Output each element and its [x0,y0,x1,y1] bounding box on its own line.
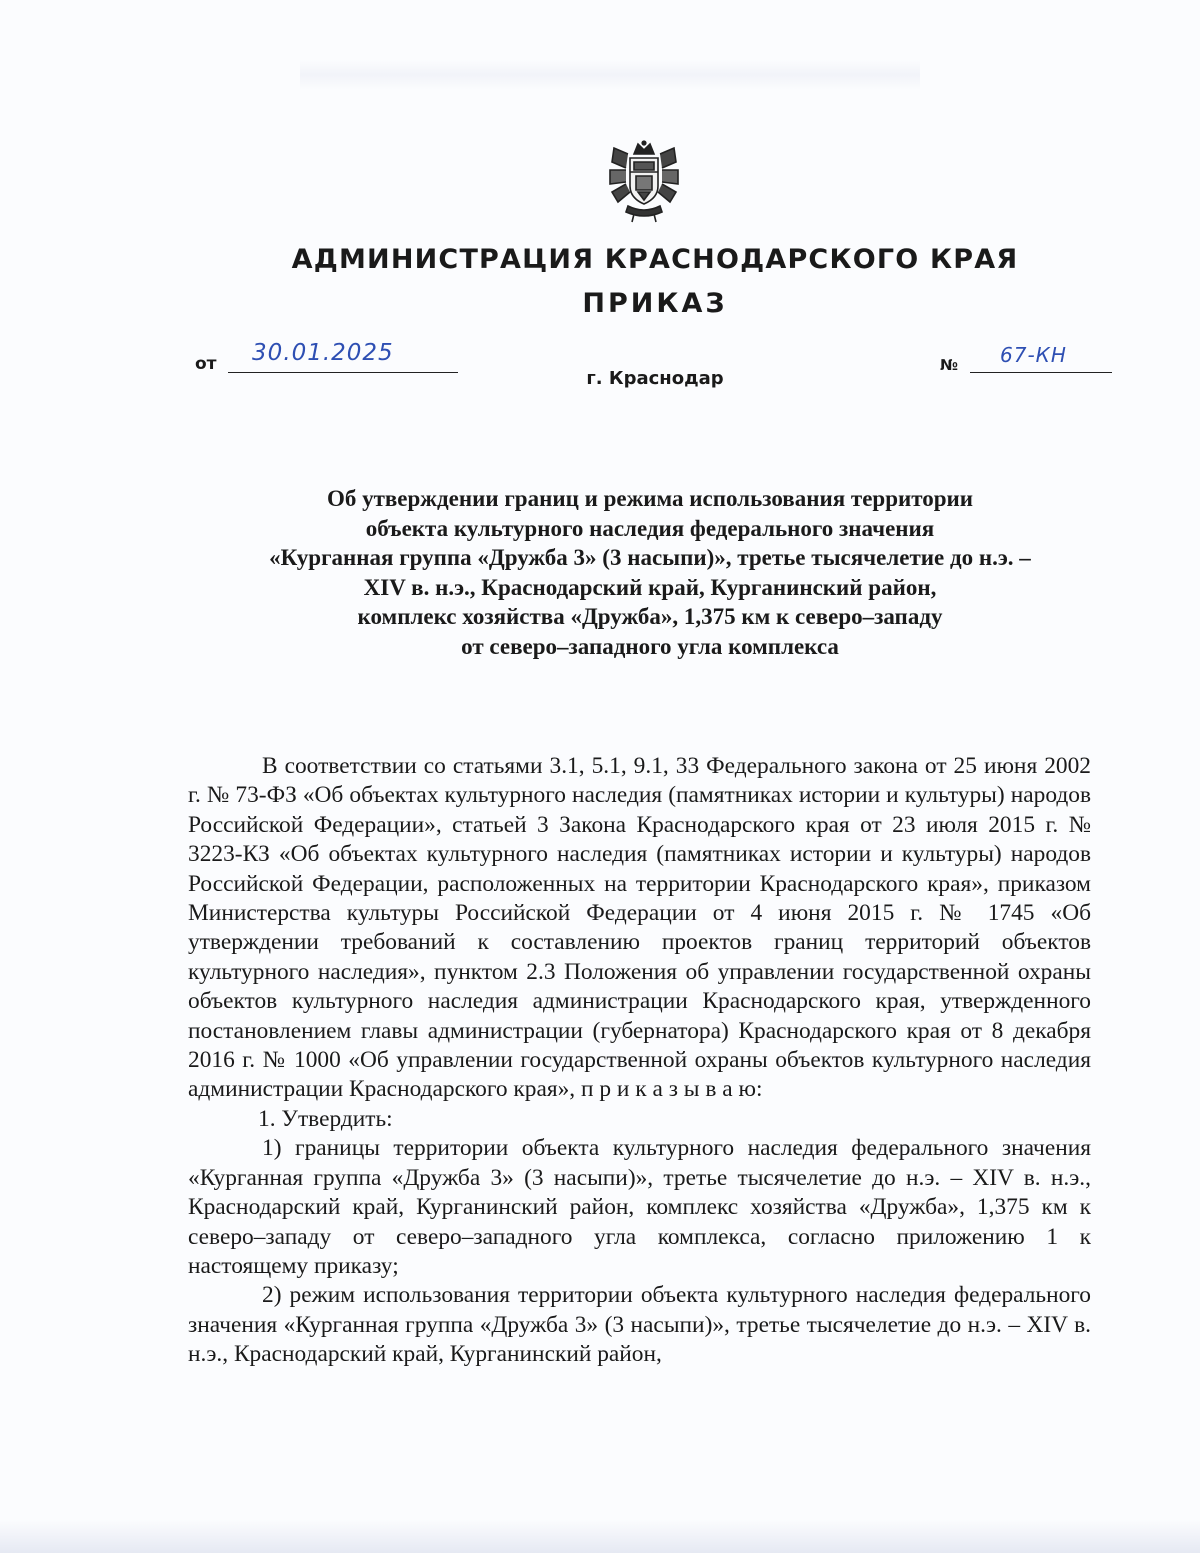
title-line: от северо–западного угла комплекса [461,633,839,659]
scan-artifact-bottom [0,1520,1200,1553]
scan-artifact-top [300,60,920,90]
number-handwritten: 67-КН [1000,343,1067,367]
document-title [150,484,1150,661]
title-line: «Курганная группа «Дружба 3» (3 насыпи)», третье тысячелетие до н.э. – [269,545,1031,570]
title-line: объекта культурного наследия федерального значения [365,515,935,541]
title-line: Об утверждении границ и режима использования территории [326,486,974,511]
number-underline [970,372,1112,373]
sub-item-1: 1) границы территории объекта культурного наследия федерального значения «Курганная группа «Дружба 3» (3 насыпи)», третье тысячелетие до н.э. – XIV в. н.э., Краснодарский край, Курганинский район, комплекс хозяйства «Дружба», 1,375 км к северо–западу от северо–западного угла комплекса, согласно приложению 1 к настоящему приказу; [188,1135,1091,1279]
date-handwritten: 30.01.2025 [252,340,394,366]
number-label: № [940,356,959,374]
document-body [188,752,1091,1370]
date-label: от [195,354,217,374]
document-type: ПРИКАЗ [582,288,728,319]
title-line: XIV в. н.э., Краснодарский край, Курганинский район, [363,574,937,600]
organization-name: АДМИНИСТРАЦИЯ КРАСНОДАРСКОГО КРАЯ [291,244,1019,275]
preamble-paragraph: В соответствии со статьями 3.1, 5.1, 9.1, 33 Федерального закона от 25 июня 2002 г. № 73-ФЗ «Об объектах культурного наследия (памятниках истории и культуры) народов Российской Федерации», статьей 3 Закона Краснодарского края от 23 июля 2015 г. № 3223-КЗ «Об объектах культурного наследия (памятниках истории и культуры) народов Российской Федерации, расположенных на территории Краснодарского края», приказом Министерства культуры Российской Федерации от 4 июня 2015 г. № 1745 «Об утверждении требований к составлению проектов границ территорий объектов культурного наследия», пунктом 2.3 Положения об управлении государственной охраны объектов культурного наследия администрации Краснодарского края, утвержденного постановлением главы администрации (губернатора) Краснодарского края от 8 декабря 2016 г. № 1000 «Об управлении государственной охраны объектов культурного наследия администрации Краснодарского края», п р и к а з ы в а ю: [188,753,1091,1103]
title-line: комплекс хозяйства «Дружба», 1,375 км к северо–западу [357,604,943,629]
item-1-heading: 1. Утвердить: [258,1105,393,1132]
sub-item-2: 2) режим использования территории объекта культурного наследия федерального значения «Курганная группа «Дружба 3» (3 насыпи)», третье тысячелетие до н.э. – XIV в. н.э., Краснодарский край, Курганинский район, [188,1282,1091,1368]
coat-of-arms-icon [604,140,684,224]
city-name: г. Краснодар [586,368,724,389]
